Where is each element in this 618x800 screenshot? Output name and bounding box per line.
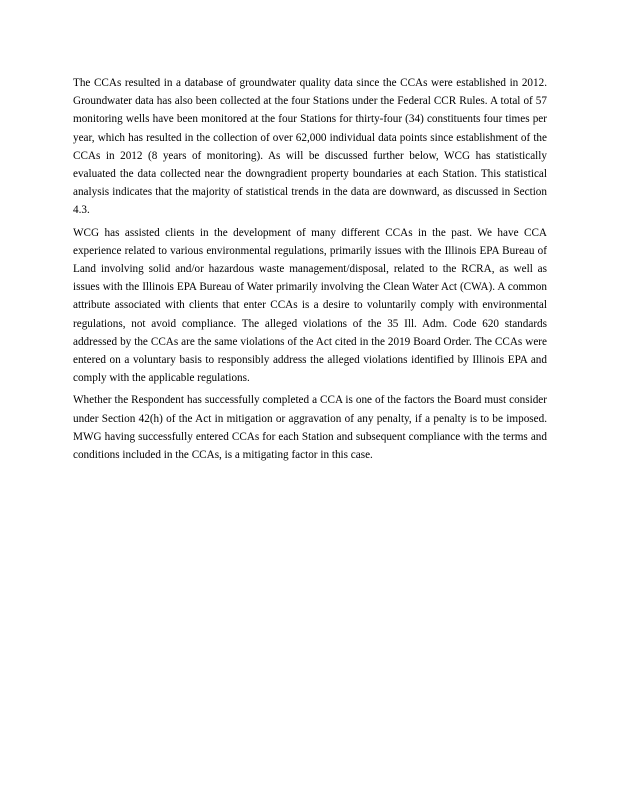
paragraph-cca-experience: WCG has assisted clients in the development of many different CCAs in the past. We have CCA experience related to various environmental regulations, primarily issues with the Illinois EPA Bureau of Land involving solid and/or hazardous waste management/disposal, related to the RCRA, as well as issues with the Illinois EPA Bureau of Water primarily involving the Clean Water Act (CWA). A common attribute associated with clients that enter CCAs is a desire to voluntarily comply with environmental regulations, not avoid compliance. The alleged violations of the 35 Ill. Adm. Code 620 standards addressed by the CCAs are the same violations of the Act cited in the 2019 Board Order. The CCAs were entered on a voluntary basis to responsibly address the alleged violations identified by Illinois EPA and comply with the applicable regulations. [73,226,547,385]
paragraph-mitigating-factor: Whether the Respondent has successfully completed a CCA is one of the factors the Board must consider under Section 42(h) of the Act in mitigation or aggravation of any penalty, if a penalty is to be imposed. MWG having successfully entered CCAs for each Station and subsequent compliance with the terms and conditions included in the CCAs, is a mitigating factor in this case. [73,394,547,462]
body-text [73,74,547,468]
paragraph-groundwater-data: The CCAs resulted in a database of groundwater quality data since the CCAs were established in 2012. Groundwater data has also been collected at the four Stations under the Federal CCR Rules. A total of 57 monitoring wells have been monitored at the four Stations for thirty-four (34) constituents four times per year, which has resulted in the collection of over 62,000 individual data points since establishment of the CCAs in 2012 (8 years of monitoring). As will be discussed further below, WCG has statistically evaluated the data collected near the downgradient property boundaries at each Station. This statistical analysis indicates that the majority of statistical trends in the data are downward, as discussed in Section 4.3. [73,77,547,217]
